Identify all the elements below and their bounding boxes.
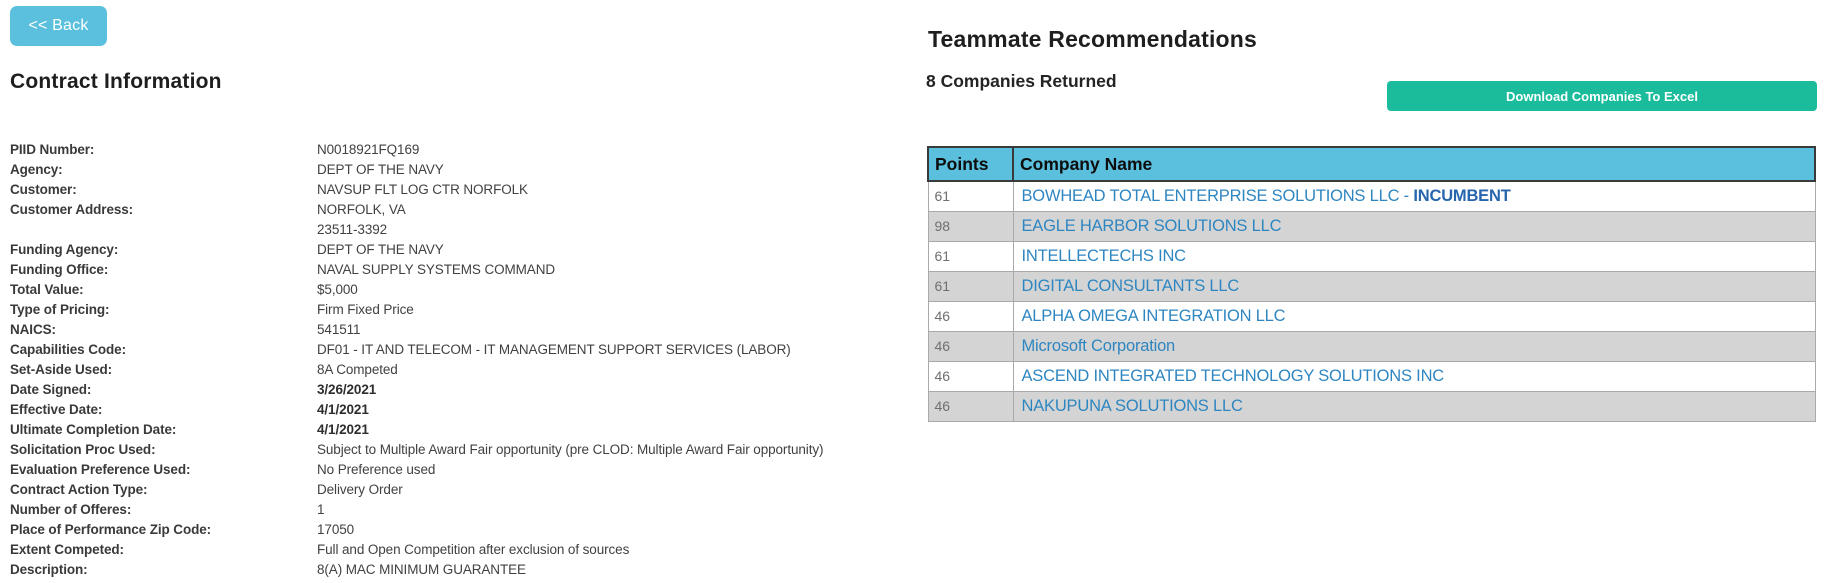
company-link[interactable]: Microsoft Corporation [1021,336,1176,355]
field-label: Extent Competed: [10,542,124,557]
field-label: Effective Date: [10,402,103,417]
contract-field-row [10,400,915,420]
contract-field-row [10,300,915,320]
contract-field-row [10,500,915,520]
field-value: 3/26/2021 [317,382,377,397]
field-value: Firm Fixed Price [317,302,414,317]
field-label: Number of Offeres: [10,502,132,517]
field-value: N0018921FQ169 [317,142,420,157]
contract-field-row [10,420,915,440]
companies-table-body [928,181,1815,421]
company-cell [1013,181,1815,211]
contract-field-row [10,440,915,460]
contract-field-row [10,220,915,240]
points-cell: 61 [928,181,1013,211]
company-link[interactable]: DIGITAL CONSULTANTS LLC [1021,276,1240,295]
company-cell [1013,331,1815,361]
field-value: Full and Open Competition after exclusion of sources [317,542,630,557]
incumbent-badge: INCUMBENT [1413,186,1511,205]
contract-fields [10,140,915,580]
contract-field-row [10,260,915,280]
contract-info-title: Contract Information [10,70,222,93]
company-link[interactable]: EAGLE HARBOR SOLUTIONS LLC [1021,216,1282,235]
field-value: DEPT OF THE NAVY [317,162,444,177]
contract-field-row [10,280,915,300]
field-label: Ultimate Completion Date: [10,422,177,437]
field-value: 541511 [317,322,361,337]
company-table-row [928,331,1815,361]
points-cell: 46 [928,301,1013,331]
contract-field-row [10,560,915,580]
points-cell: 46 [928,361,1013,391]
field-value: 8(A) MAC MINIMUM GUARANTEE [317,562,526,577]
field-value: 23511-3392 [317,222,388,237]
field-label: Place of Performance Zip Code: [10,522,212,537]
field-value: Subject to Multiple Award Fair opportunity (pre CLOD: Multiple Award Fair opportunity) [317,442,824,457]
field-value: $5,000 [317,282,358,297]
field-value: 8A Competed [317,362,398,377]
companies-table-header [928,147,1815,181]
company-table-row [928,211,1815,241]
company-link[interactable]: ALPHA OMEGA INTEGRATION LLC [1021,306,1286,325]
recommendations-title: Teammate Recommendations [928,26,1258,52]
points-cell: 61 [928,241,1013,271]
contract-field-row [10,140,915,160]
field-value: NAVSUP FLT LOG CTR NORFOLK [317,182,528,197]
field-label: Description: [10,562,88,577]
field-label: PIID Number: [10,142,95,157]
contract-field-row [10,380,915,400]
contract-field-row [10,200,915,220]
company-link[interactable]: ASCEND INTEGRATED TECHNOLOGY SOLUTIONS INC [1021,366,1445,385]
field-label [10,220,317,240]
field-value: Delivery Order [317,482,403,497]
field-label: Funding Office: [10,262,109,277]
points-cell: 98 [928,211,1013,241]
field-value: DF01 - IT AND TELECOM - IT MANAGEMENT SUPPORT SERVICES (LABOR) [317,342,791,357]
field-label: Evaluation Preference Used: [10,462,191,477]
contract-field-row [10,180,915,200]
contract-field-row [10,360,915,380]
field-label: Funding Agency: [10,242,119,257]
field-value: 4/1/2021 [317,402,369,417]
company-name-column-header: Company Name [1013,147,1815,181]
company-cell [1013,241,1815,271]
field-label: Customer: [10,182,77,197]
company-cell [1013,271,1815,301]
field-label: NAICS: [10,322,56,337]
field-value: NORFOLK, VA [317,202,406,217]
companies-table [927,146,1816,422]
points-column-header: Points [928,147,1013,181]
contract-field-row [10,460,915,480]
incumbent-separator: - [1399,186,1414,205]
contract-field-row [10,160,915,180]
download-companies-button[interactable]: Download Companies To Excel [1387,81,1817,111]
field-label: Agency: [10,162,63,177]
company-link[interactable]: INTELLECTECHS INC [1021,246,1186,265]
company-cell [1013,391,1815,421]
company-link[interactable]: BOWHEAD TOTAL ENTERPRISE SOLUTIONS LLC [1021,186,1400,205]
company-table-row [928,361,1815,391]
field-value: No Preference used [317,462,436,477]
company-table-row [928,391,1815,421]
contract-field-row [10,340,915,360]
company-table-row [928,271,1815,301]
field-label: Set-Aside Used: [10,362,113,377]
field-label: Type of Pricing: [10,302,110,317]
contract-field-row [10,540,915,560]
company-cell [1013,301,1815,331]
companies-returned-count: 8 Companies Returned [926,71,1117,91]
company-table-row [928,301,1815,331]
field-value: NAVAL SUPPLY SYSTEMS COMMAND [317,262,556,277]
contract-field-row [10,320,915,340]
field-value: 1 [317,502,325,517]
company-table-row [928,181,1815,211]
field-label: Customer Address: [10,202,134,217]
back-button[interactable]: << Back [10,6,107,46]
points-cell: 61 [928,271,1013,301]
contract-field-row [10,520,915,540]
field-label: Total Value: [10,282,84,297]
field-value: 17050 [317,522,355,537]
field-label: Capabilities Code: [10,342,126,357]
company-cell [1013,361,1815,391]
contract-field-row [10,240,915,260]
contract-field-row [10,480,915,500]
company-table-row [928,241,1815,271]
points-cell: 46 [928,331,1013,361]
field-label: Date Signed: [10,382,92,397]
points-cell: 46 [928,391,1013,421]
field-label: Contract Action Type: [10,482,148,497]
field-label: Solicitation Proc Used: [10,442,156,457]
company-cell [1013,211,1815,241]
field-value: 4/1/2021 [317,422,369,437]
field-value: DEPT OF THE NAVY [317,242,444,257]
company-link[interactable]: NAKUPUNA SOLUTIONS LLC [1021,396,1243,415]
